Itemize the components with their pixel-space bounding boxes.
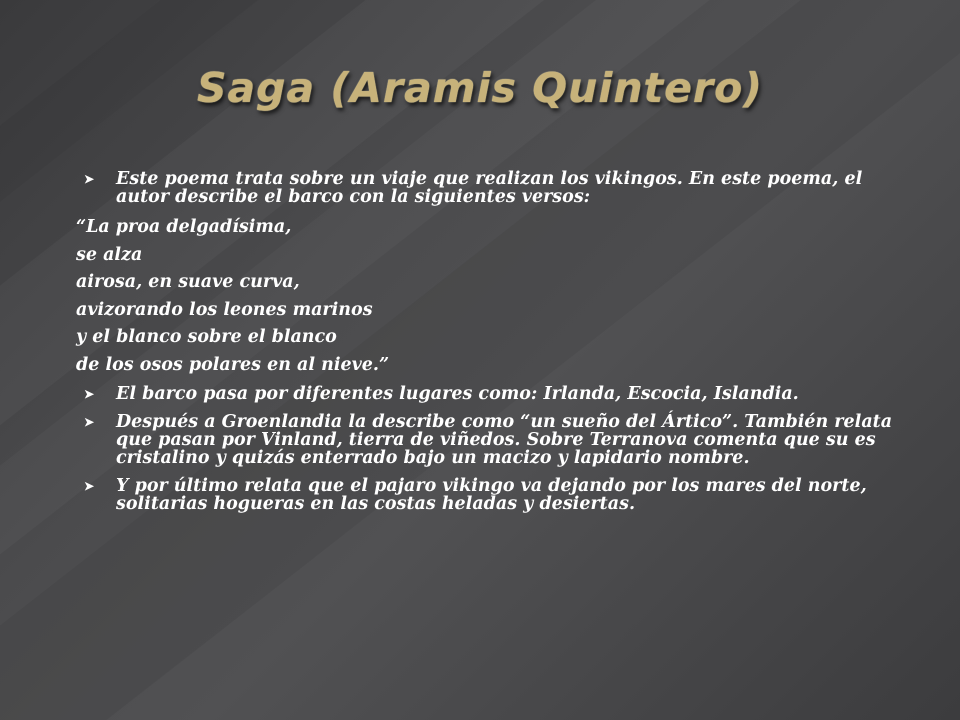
bullet-paragraph [76,385,906,403]
verse-line: avizorando los leones marinos [76,299,373,320]
verse-line: “La proa delgadísima, [76,217,292,237]
bullet-text: Y por último relata que el pajaro vikingo va dejando por los mares del norte, solitarias hogueras en las costas heladas y desiertas. [116,476,867,514]
bullet-paragraph [76,413,906,467]
arrow-bullet-icon: ➤ [84,479,95,493]
bullet-text: El barco pasa por diferentes lugares como: Irlanda, Escocia, Islandia. [116,384,799,404]
verse-line: de los osos polares en al nieve.” [76,354,390,375]
verse-line: se alza [76,244,143,265]
arrow-bullet-icon: ➤ [84,387,95,401]
bullet-paragraph [76,477,906,513]
slide-title: Saga (Aramis Quintero) [196,64,764,112]
verse-line: airosa, en suave curva, [76,272,300,292]
verse-line: y el blanco sobre el blanco [76,327,337,347]
arrow-bullet-icon: ➤ [84,172,95,186]
bullet-text: Este poema trata sobre un viaje que realizan los vikingos. En este poema, el autor describe el barco con la siguientes versos: [116,169,863,207]
arrow-bullet-icon: ➤ [84,415,95,429]
bullet-paragraph [76,170,906,206]
slide-body [76,170,906,521]
bullet-text: Después a Groenlandia la describe como “un sueño del Ártico”. También relata que pasan por Vinland, tierra de viñedos. Sobre Terranova comenta que su es cristalino y quizás enterrado bajo un macizo y lapidario nombre. [116,412,893,468]
